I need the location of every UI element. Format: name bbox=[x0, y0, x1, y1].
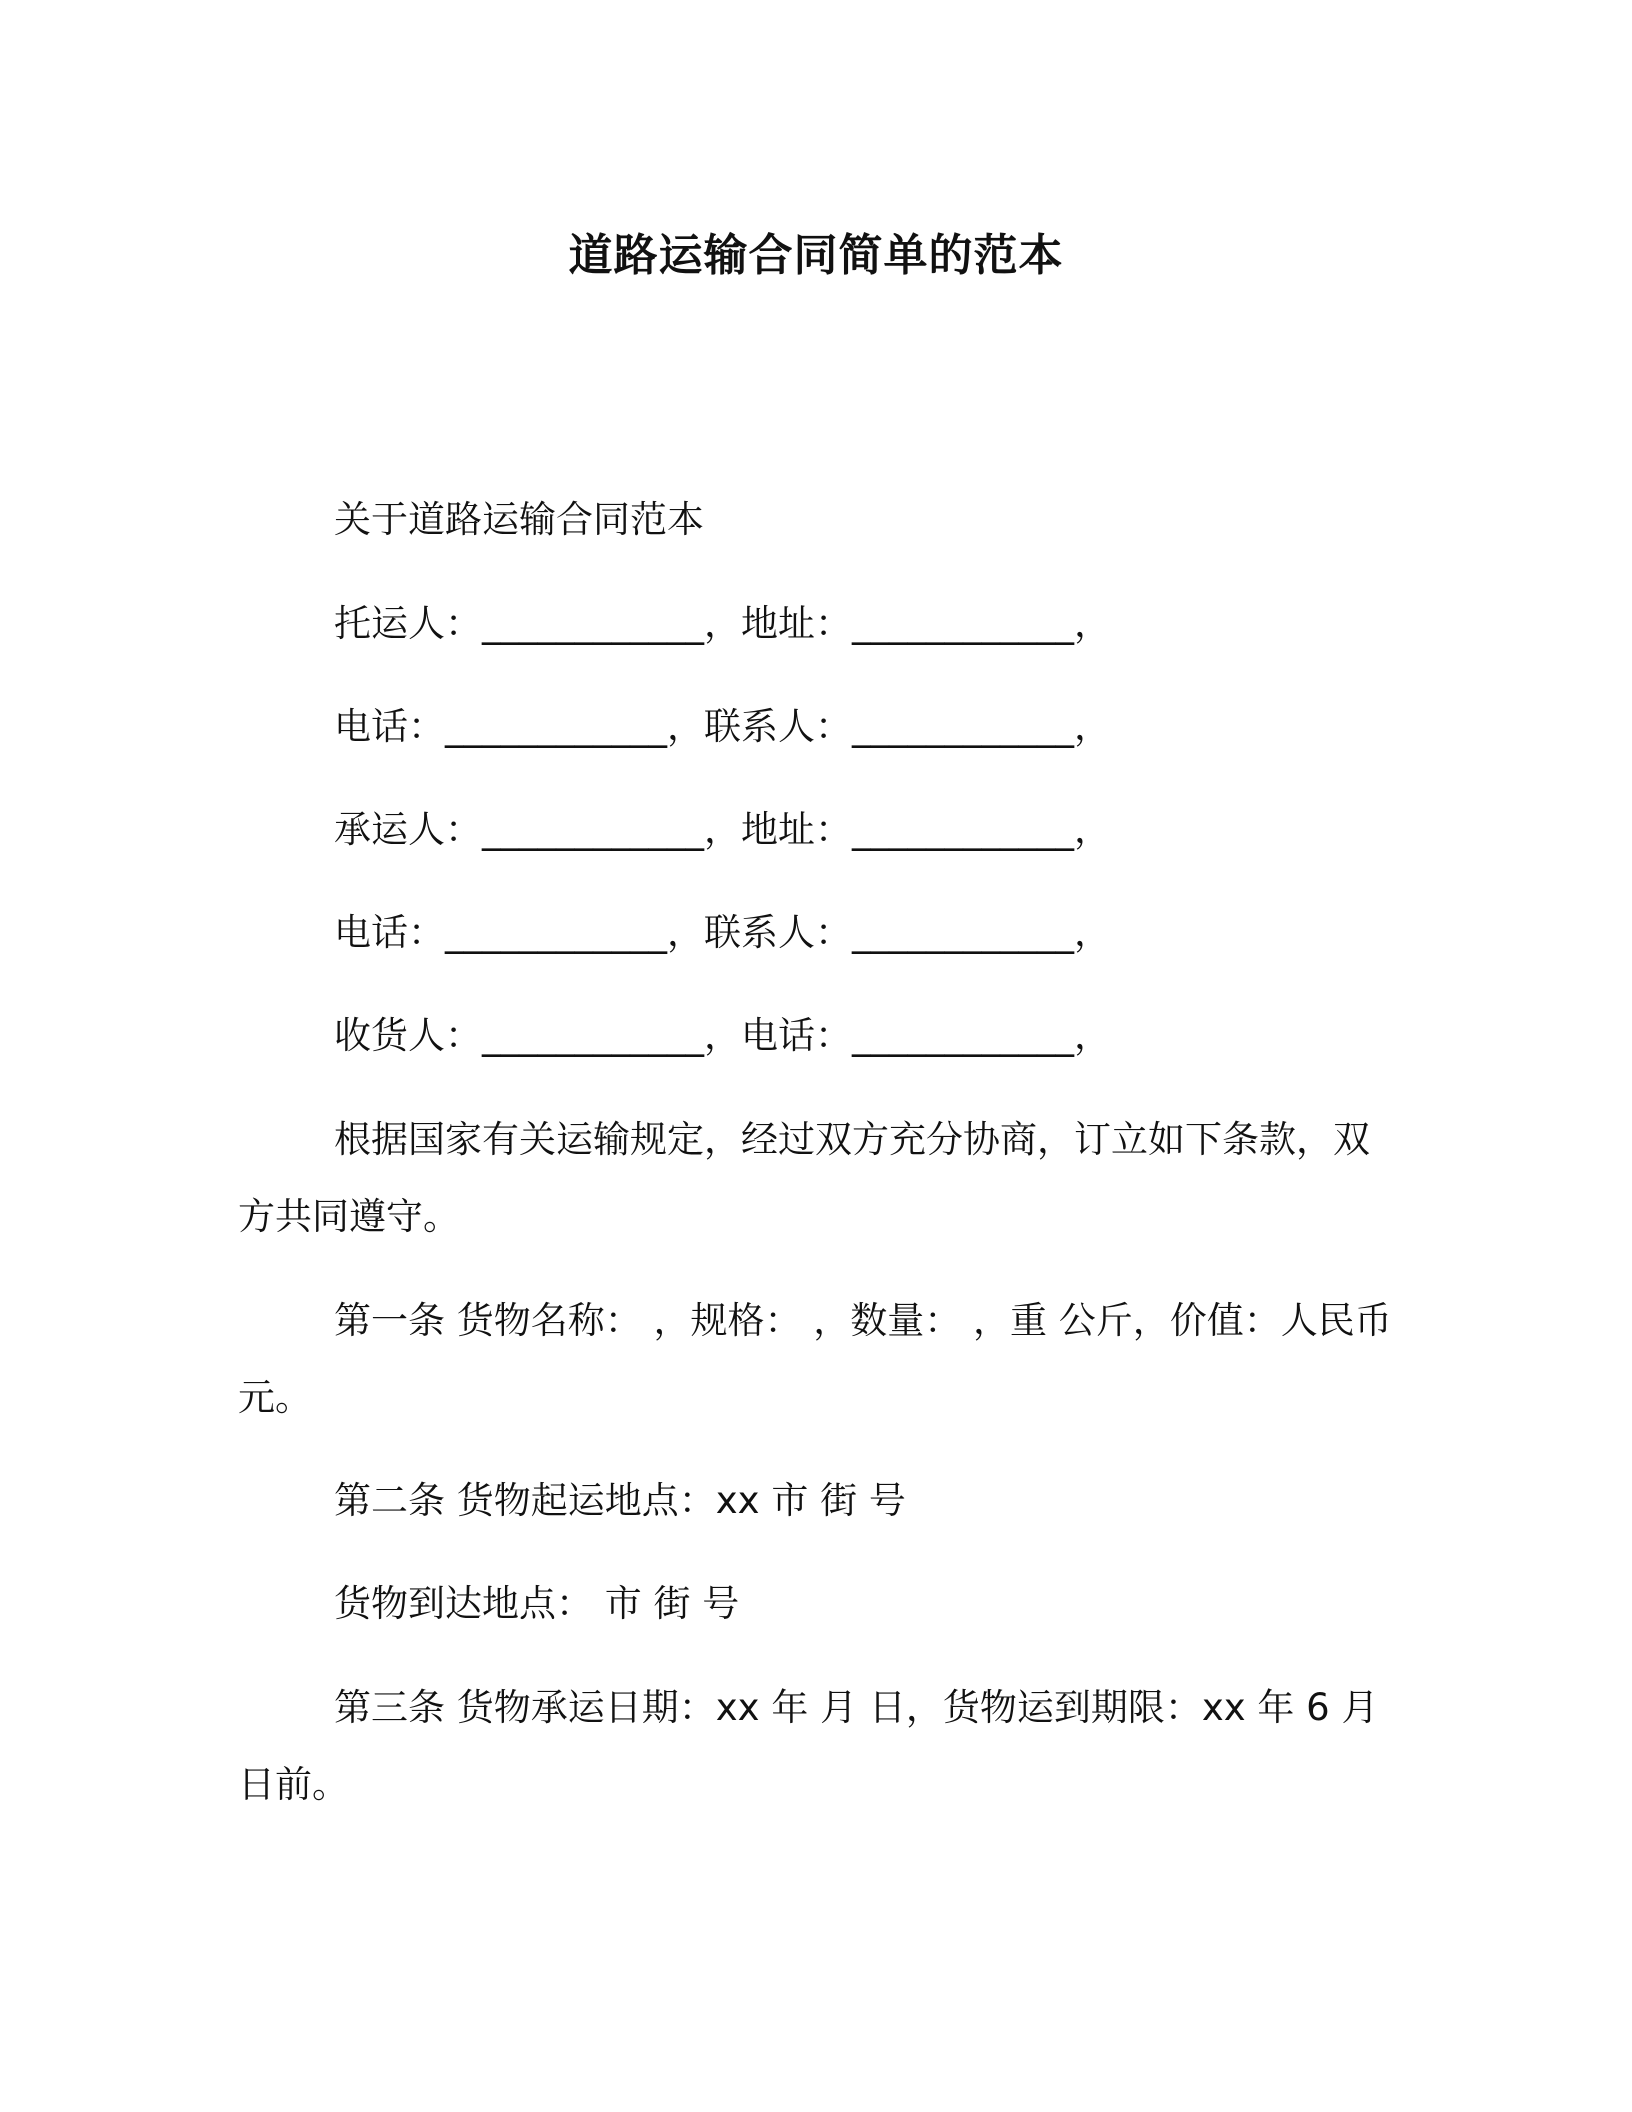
line-end: ， bbox=[1074, 911, 1111, 954]
document-title: 道路运输合同简单的范本 bbox=[568, 230, 1064, 281]
phone-blank: ____________ bbox=[445, 911, 667, 954]
consignee-blank: ____________ bbox=[482, 1014, 704, 1057]
clause3-line1: 第三条 货物承运日期：xx 年 月 日，货物运到期限：xx 年 6 月 bbox=[334, 1686, 1379, 1729]
phone-label: 电话： bbox=[334, 911, 445, 954]
shipper-blank: ____________ bbox=[482, 602, 704, 645]
separator: ， bbox=[667, 911, 704, 954]
carrier-line bbox=[334, 805, 1111, 855]
intro-paragraph-line2: 方共同遵守。 bbox=[238, 1195, 460, 1238]
contact-blank: ____________ bbox=[852, 911, 1074, 954]
document-subtitle: 关于道路运输合同范本 bbox=[334, 498, 704, 541]
carrier-address-label: 地址： bbox=[741, 808, 852, 851]
separator: ， bbox=[704, 1014, 741, 1057]
contact-blank: ____________ bbox=[852, 705, 1074, 748]
consignee-line bbox=[334, 1011, 1111, 1061]
consignee-label: 收货人： bbox=[334, 1014, 482, 1057]
line-end: ， bbox=[1074, 1014, 1111, 1057]
clause2-line2: 货物到达地点： 市 街 号 bbox=[334, 1582, 740, 1625]
clause1-line2: 元。 bbox=[238, 1376, 312, 1419]
shipper-phone-line bbox=[334, 702, 1111, 752]
shipper-address-blank: ____________ bbox=[852, 602, 1074, 645]
contact-label: 联系人： bbox=[704, 911, 852, 954]
line-end: ， bbox=[1074, 705, 1111, 748]
separator: ， bbox=[704, 808, 741, 851]
shipper-label: 托运人： bbox=[334, 602, 482, 645]
clause1-line1: 第一条 货物名称： ，规格： ，数量： ，重 公斤，价值：人民币 bbox=[334, 1299, 1392, 1342]
separator: ， bbox=[704, 602, 741, 645]
shipper-line bbox=[334, 599, 1111, 649]
shipper-address-label: 地址： bbox=[741, 602, 852, 645]
line-end: ， bbox=[1074, 808, 1111, 851]
separator: ， bbox=[667, 705, 704, 748]
carrier-blank: ____________ bbox=[482, 808, 704, 851]
contact-label: 联系人： bbox=[704, 705, 852, 748]
carrier-phone-line bbox=[334, 908, 1111, 958]
carrier-address-blank: ____________ bbox=[852, 808, 1074, 851]
clause3-line2: 日前。 bbox=[238, 1763, 349, 1806]
phone-blank: ____________ bbox=[445, 705, 667, 748]
line-end: ， bbox=[1074, 602, 1111, 645]
intro-paragraph-line1: 根据国家有关运输规定，经过双方充分协商，订立如下条款，双 bbox=[334, 1118, 1370, 1161]
consignee-phone-blank: ____________ bbox=[852, 1014, 1074, 1057]
consignee-phone-label: 电话： bbox=[741, 1014, 852, 1057]
clause2-line1: 第二条 货物起运地点：xx 市 街 号 bbox=[334, 1479, 906, 1522]
phone-label: 电话： bbox=[334, 705, 445, 748]
carrier-label: 承运人： bbox=[334, 808, 482, 851]
